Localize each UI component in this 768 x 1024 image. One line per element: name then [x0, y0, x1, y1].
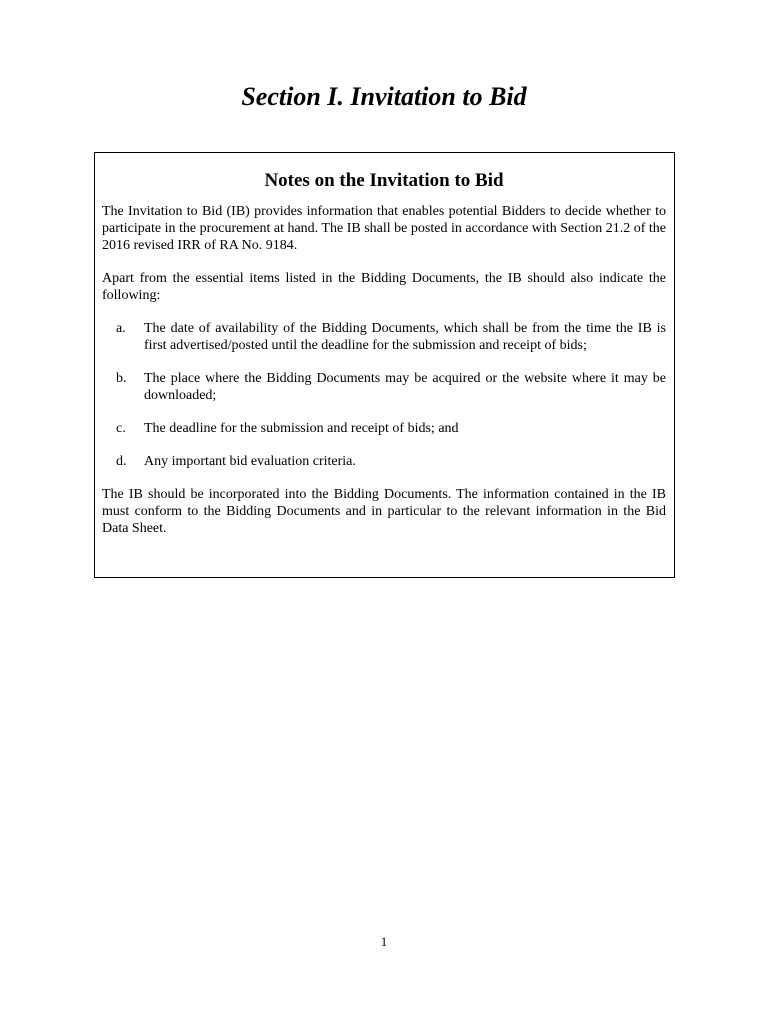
list-item-text: The place where the Bidding Documents may be acquired or the website where it may be downloaded;	[144, 371, 666, 403]
list-item	[102, 370, 666, 404]
list-item	[102, 320, 666, 354]
notes-box	[94, 152, 675, 578]
list-item-text: The date of availability of the Bidding Documents, which shall be from the time the IB is first advertised/posted until the deadline for the submission and receipt of bids;	[144, 321, 666, 353]
page-title: Section I. Invitation to Bid	[241, 82, 527, 111]
list-item-text: Any important bid evaluation criteria.	[144, 454, 356, 469]
notes-heading: Notes on the Invitation to Bid	[264, 170, 504, 191]
intro-paragraph: The Invitation to Bid (IB) provides information that enables potential Bidders to decide whether to participate in the procurement at hand. The IB shall be posted in accordance with Section 21.2 of the 2016 revised IRR of RA No. 9184.	[102, 204, 666, 253]
list-item	[102, 420, 666, 437]
page-number: 1	[380, 934, 388, 949]
list-item-marker: b.	[116, 371, 127, 386]
notes-list	[102, 320, 666, 470]
list-item-text: The deadline for the submission and receipt of bids; and	[144, 421, 459, 436]
list-item	[102, 453, 666, 470]
list-item-marker: a.	[116, 321, 126, 336]
lead-paragraph: Apart from the essential items listed in the Bidding Documents, the IB should also indicate the following:	[102, 271, 666, 303]
list-item-marker: c.	[116, 421, 126, 436]
closing-paragraph: The IB should be incorporated into the Bidding Documents. The information contained in the IB must conform to the Bidding Documents and in particular to the relevant information in the Bid Data Sheet.	[102, 487, 666, 536]
list-item-marker: d.	[116, 454, 127, 469]
